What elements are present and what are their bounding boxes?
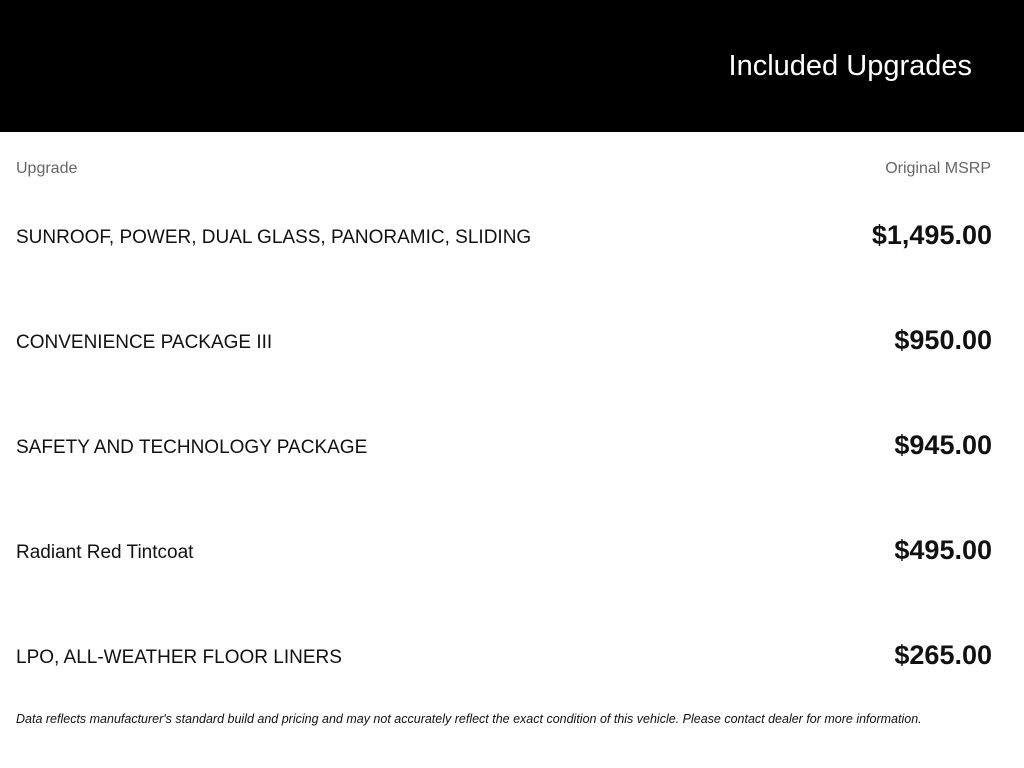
column-headers bbox=[16, 160, 991, 180]
upgrade-name: CONVENIENCE PACKAGE III bbox=[16, 332, 273, 353]
upgrade-row bbox=[16, 185, 992, 290]
upgrade-price: $495.00 bbox=[894, 535, 992, 565]
upgrade-row bbox=[16, 290, 992, 395]
upgrade-row bbox=[16, 395, 992, 500]
upgrade-name: SAFETY AND TECHNOLOGY PACKAGE bbox=[16, 437, 368, 458]
upgrade-name: LPO, ALL-WEATHER FLOOR LINERS bbox=[16, 647, 342, 668]
upgrade-price: $265.00 bbox=[894, 640, 992, 670]
upgrade-row bbox=[16, 500, 992, 605]
page-title: Included Upgrades bbox=[728, 50, 972, 82]
upgrades-list bbox=[16, 185, 992, 710]
header-bar bbox=[0, 0, 1024, 132]
disclaimer-text: Data reflects manufacturer's standard build and pricing and may not accurately reflect the exact condition of this vehicle. Please contact dealer for more information. bbox=[16, 712, 922, 726]
upgrade-price: $950.00 bbox=[894, 325, 992, 355]
msrp-column-header: Original MSRP bbox=[885, 160, 991, 177]
upgrade-name: SUNROOF, POWER, DUAL GLASS, PANORAMIC, SLIDING bbox=[16, 227, 532, 248]
upgrade-column-header: Upgrade bbox=[16, 160, 78, 177]
upgrade-price: $945.00 bbox=[894, 430, 992, 460]
upgrade-row bbox=[16, 605, 992, 710]
upgrade-price: $1,495.00 bbox=[871, 220, 992, 250]
upgrade-name: Radiant Red Tintcoat bbox=[16, 542, 194, 563]
